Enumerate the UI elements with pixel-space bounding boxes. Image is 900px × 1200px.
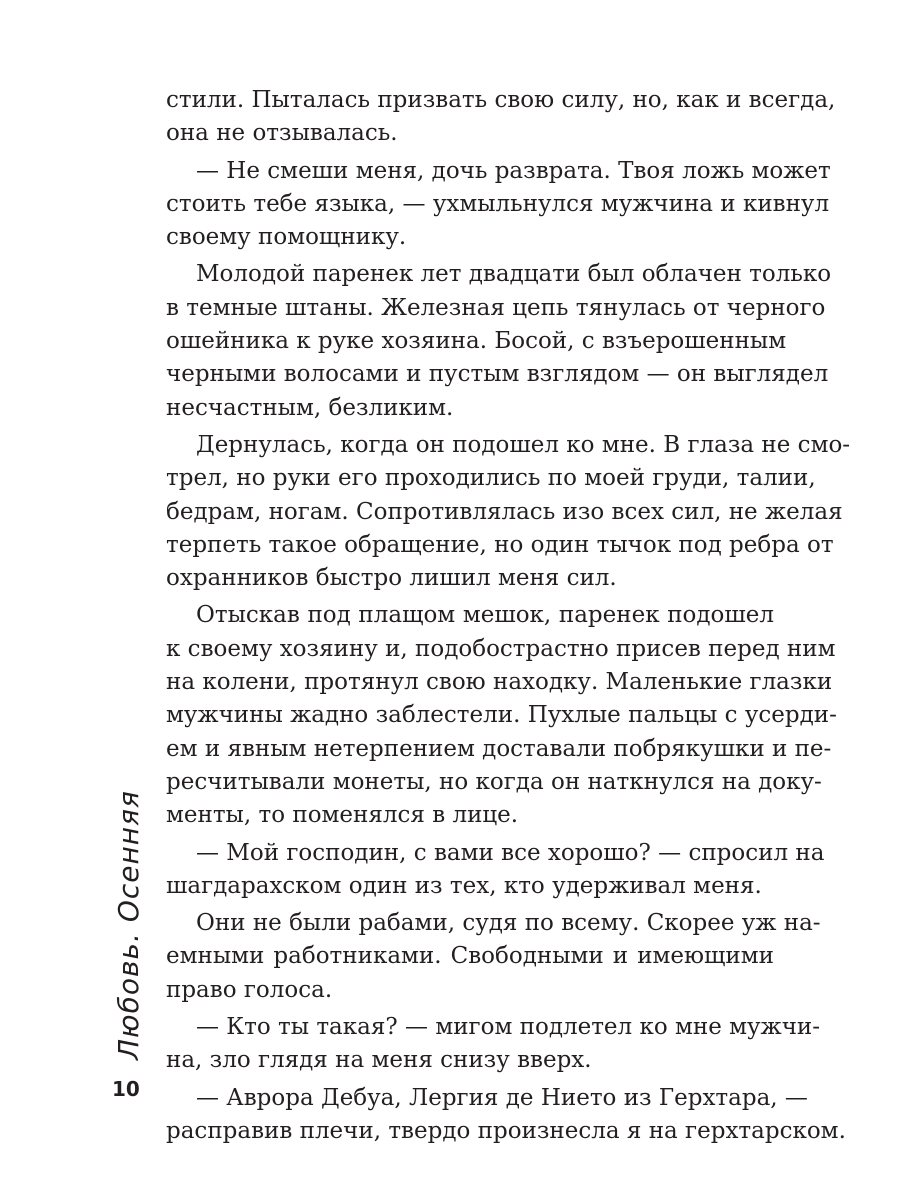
text-line: право голоса. (166, 976, 333, 1003)
text-line: — Аврора Дебуа, Лергия де Нието из Герхтара, — (196, 1084, 808, 1111)
text-line: мужчины жадно заблестели. Пухлые пальцы с усерди- (166, 702, 837, 729)
text-line: емными работниками. Свободными и имеющими (166, 943, 774, 970)
text-line: охранников быстро лишил меня сил. (166, 565, 617, 592)
paragraph-8 (166, 1011, 821, 1078)
text-line: ем и явным нетерпением доставали побрякушки и пе- (166, 735, 832, 762)
paragraph-9 (166, 1082, 846, 1149)
text-line: на, зло глядя на меня снизу вверх. (166, 1047, 592, 1074)
text-line: своему помощнику. (166, 224, 407, 251)
text-line: — Мой господин, с вами все хорошо? — спросил на (196, 839, 825, 866)
text-line: на колени, протянул свою находку. Маленькие глазки (166, 669, 833, 696)
text-line: черными волосами и пустым взглядом — он выглядел (166, 361, 829, 388)
text-line: она не отзывалась. (166, 120, 398, 147)
paragraph-2 (166, 155, 831, 255)
paragraph-7 (166, 907, 821, 1007)
text-line: Отыскав под плащом мешок, паренек подошел (196, 602, 774, 629)
text-line: бедрам, ногам. Сопротивлялась изо всех сил, не желая (166, 498, 843, 525)
text-line: стили. Пыталась призвать свою силу, но, как и всегда, (166, 87, 836, 113)
text-line: терпеть такое обращение, но один тычок под ребра от (166, 531, 834, 558)
paragraph-1 (166, 84, 836, 151)
body-text (166, 84, 851, 1152)
text-line: стоить тебе языка, — ухмыльнулся мужчина и кивнул (166, 190, 830, 217)
text-line: — Кто ты такая? — мигом подлетел ко мне мужчи- (196, 1014, 821, 1041)
text-line: в темные штаны. Железная цепь тянулась от черного (166, 294, 826, 321)
paragraph-3 (166, 258, 832, 424)
text-line: к своему хозяину и, подобострастно присев перед ним (166, 635, 836, 662)
text-line: Молодой паренек лет двадцати был облачен только (196, 261, 832, 288)
text-line: несчастным, безликим. (166, 394, 454, 421)
text-line: Они не были рабами, судя по всему. Скорее уж на- (196, 910, 821, 937)
paragraph-5 (166, 599, 837, 832)
text-line: менты, то поменялся в лице. (166, 802, 519, 829)
text-line: трел, но руки его проходились по моей груди, талии, (166, 465, 816, 492)
paragraph-6 (166, 837, 825, 904)
running-head-book-title: Любовь. Осенняя (112, 790, 145, 1060)
text-line: шагдарахском один из тех, кто удерживал меня. (166, 872, 762, 899)
text-line: ресчитывали монеты, но когда он наткнулся на доку- (166, 768, 822, 795)
page-number: 10 (112, 1077, 140, 1101)
text-line: — Не смеши меня, дочь разврата. Твоя ложь может (196, 157, 831, 184)
text-line: ошейника к руке хозяина. Босой, с взъерошенным (166, 328, 787, 355)
paragraph-4 (166, 429, 851, 595)
text-line: расправив плечи, твердо произнесла я на герхтарском. (166, 1117, 846, 1144)
text-line: Дернулась, когда он подошел ко мне. В глаза не смо- (196, 431, 851, 458)
